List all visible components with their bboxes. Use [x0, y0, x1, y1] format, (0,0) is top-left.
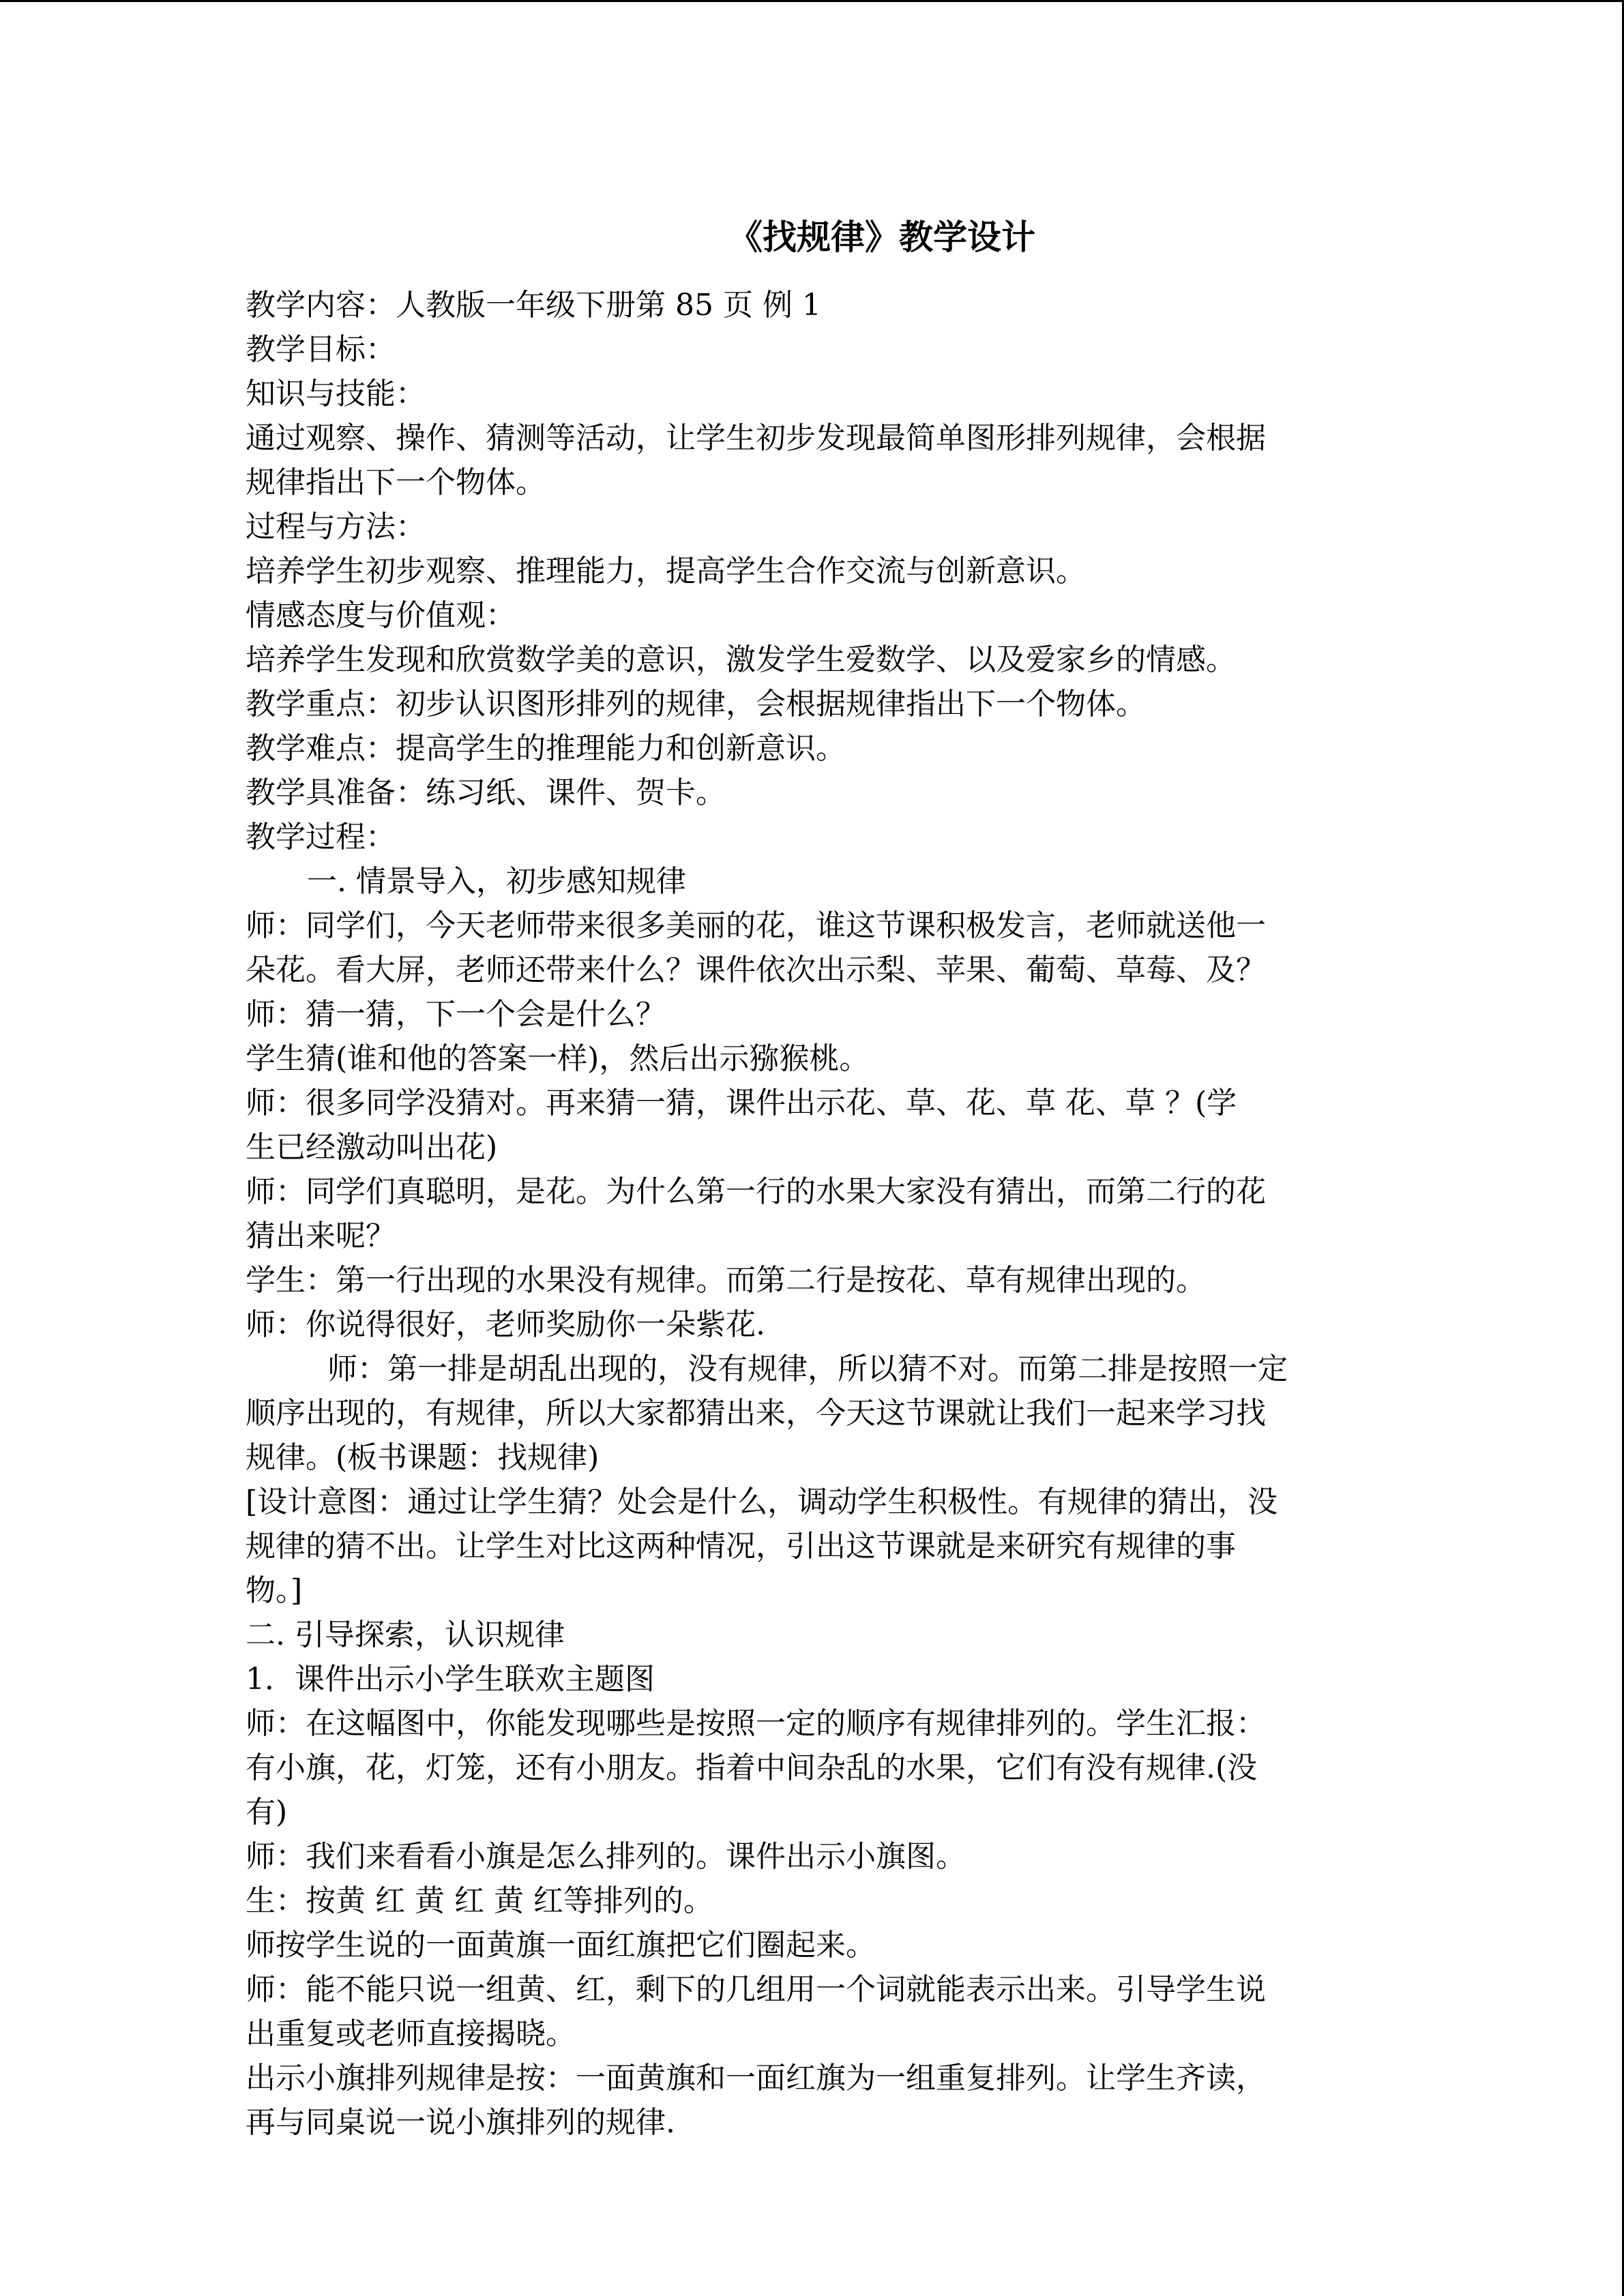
line-attitude-heading: 情感态度与价值观： — [246, 598, 516, 633]
line-process-heading: 过程与方法： — [246, 509, 426, 544]
section-heading-1: 一. 情景导入，初步感知规律 — [307, 864, 686, 899]
paragraph-line: 有小旗，花，灯笼，还有小朋友。指着中间杂乱的水果，它们有没有规律.(没 — [246, 1750, 1258, 1785]
paragraph-line: 师按学生说的一面黄旗一面红旗把它们圈起来。 — [246, 1928, 876, 1963]
paragraph-line: 通过观察、操作、猜测等活动，让学生初步发现最简单图形排列规律，会根据 — [246, 421, 1266, 456]
design-intent-line: 规律的猜不出。让学生对比这两种情况，引出这节课就是来研究有规律的事 — [246, 1529, 1236, 1564]
document-title: 《找规律》教学设计 — [728, 217, 1035, 257]
design-intent-line: 物。] — [246, 1573, 303, 1608]
paragraph-line: 师：你说得很好，老师奖励你一朵紫花. — [246, 1307, 765, 1342]
design-intent-line: [设计意图：通过让学生猜？处会是什么，调动学生积极性。有规律的猜出，没 — [246, 1485, 1278, 1519]
paragraph-line: 规律。(板书课题：找规律) — [246, 1440, 600, 1475]
paragraph-line: 师：我们来看看小旗是怎么排列的。课件出示小旗图。 — [246, 1839, 966, 1874]
paragraph-line: 学生：第一行出现的水果没有规律。而第二行是按花、草有规律出现的。 — [246, 1263, 1206, 1298]
line-knowledge-heading: 知识与技能： — [246, 376, 426, 411]
section-heading-2: 二. 引导探索，认识规律 — [246, 1617, 565, 1652]
paragraph-line: 1．课件出示小学生联欢主题图 — [246, 1662, 655, 1697]
paragraph-line: 有) — [246, 1795, 288, 1830]
paragraph-line: 出重复或老师直接揭晓。 — [246, 2016, 576, 2051]
paragraph-line: 再与同桌说一说小旗排列的规律. — [246, 2105, 675, 2140]
paragraph-line: 学生猜(谁和他的答案一样)，然后出示猕猴桃。 — [246, 1041, 870, 1076]
document-body — [246, 283, 1378, 2145]
paragraph-line: 师：猜一猜，下一个会是什么？ — [246, 997, 666, 1032]
line-preparation: 教学具准备：练习纸、课件、贺卡。 — [246, 775, 726, 810]
paragraph-line: 师：能不能只说一组黄、红，剩下的几组用一个词就能表示出来。引导学生说 — [246, 1972, 1266, 2007]
paragraph-line: 猜出来呢？ — [246, 1219, 396, 1253]
line-procedure-heading: 教学过程： — [246, 820, 396, 854]
paragraph-line: 生：按黄 红 黄 红 黄 红等排列的。 — [246, 1883, 713, 1918]
paragraph-line: 师：同学们，今天老师带来很多美丽的花，谁这节课积极发言，老师就送他一 — [246, 908, 1266, 943]
line-key-point: 教学重点：初步认识图形排列的规律，会根据规律指出下一个物体。 — [246, 687, 1146, 721]
line-objectives-heading: 教学目标： — [246, 332, 396, 367]
paragraph-line: 朵花。看大屏，老师还带来什么？课件依次出示梨、苹果、葡萄、草莓、及？ — [246, 953, 1266, 987]
paragraph-line: 培养学生初步观察、推理能力，提高学生合作交流与创新意识。 — [246, 554, 1086, 588]
paragraph-line: 生已经激动叫出花) — [246, 1130, 498, 1165]
paragraph-line: 培养学生发现和欣赏数学美的意识，激发学生爱数学、以及爱家乡的情感。 — [246, 642, 1236, 677]
paragraph-line: 出示小旗排列规律是按：一面黄旗和一面红旗为一组重复排列。让学生齐读， — [246, 2061, 1266, 2096]
paragraph-line: 师：很多同学没猜对。再来猜一猜，课件出示花、草、花、草 花、草 ？(学 — [246, 1086, 1237, 1120]
paragraph-line: 师：在这幅图中，你能发现哪些是按照一定的顺序有规律排列的。学生汇报： — [246, 1706, 1266, 1741]
line-difficulty: 教学难点：提高学生的推理能力和创新意识。 — [246, 731, 846, 766]
line-content: 教学内容：人教版一年级下册第 85 页 例 1 — [246, 288, 821, 323]
paragraph-line: 规律指出下一个物体。 — [246, 465, 546, 500]
paragraph-line: 顺序出现的，有规律，所以大家都猜出来，今天这节课就让我们一起来学习找 — [246, 1396, 1266, 1431]
paragraph-line: 师：第一排是胡乱出现的，没有规律，所以猜不对。而第二排是按照一定 — [327, 1352, 1288, 1386]
paragraph-line: 师：同学们真聪明，是花。为什么第一行的水果大家没有猜出，而第二行的花 — [246, 1174, 1266, 1209]
